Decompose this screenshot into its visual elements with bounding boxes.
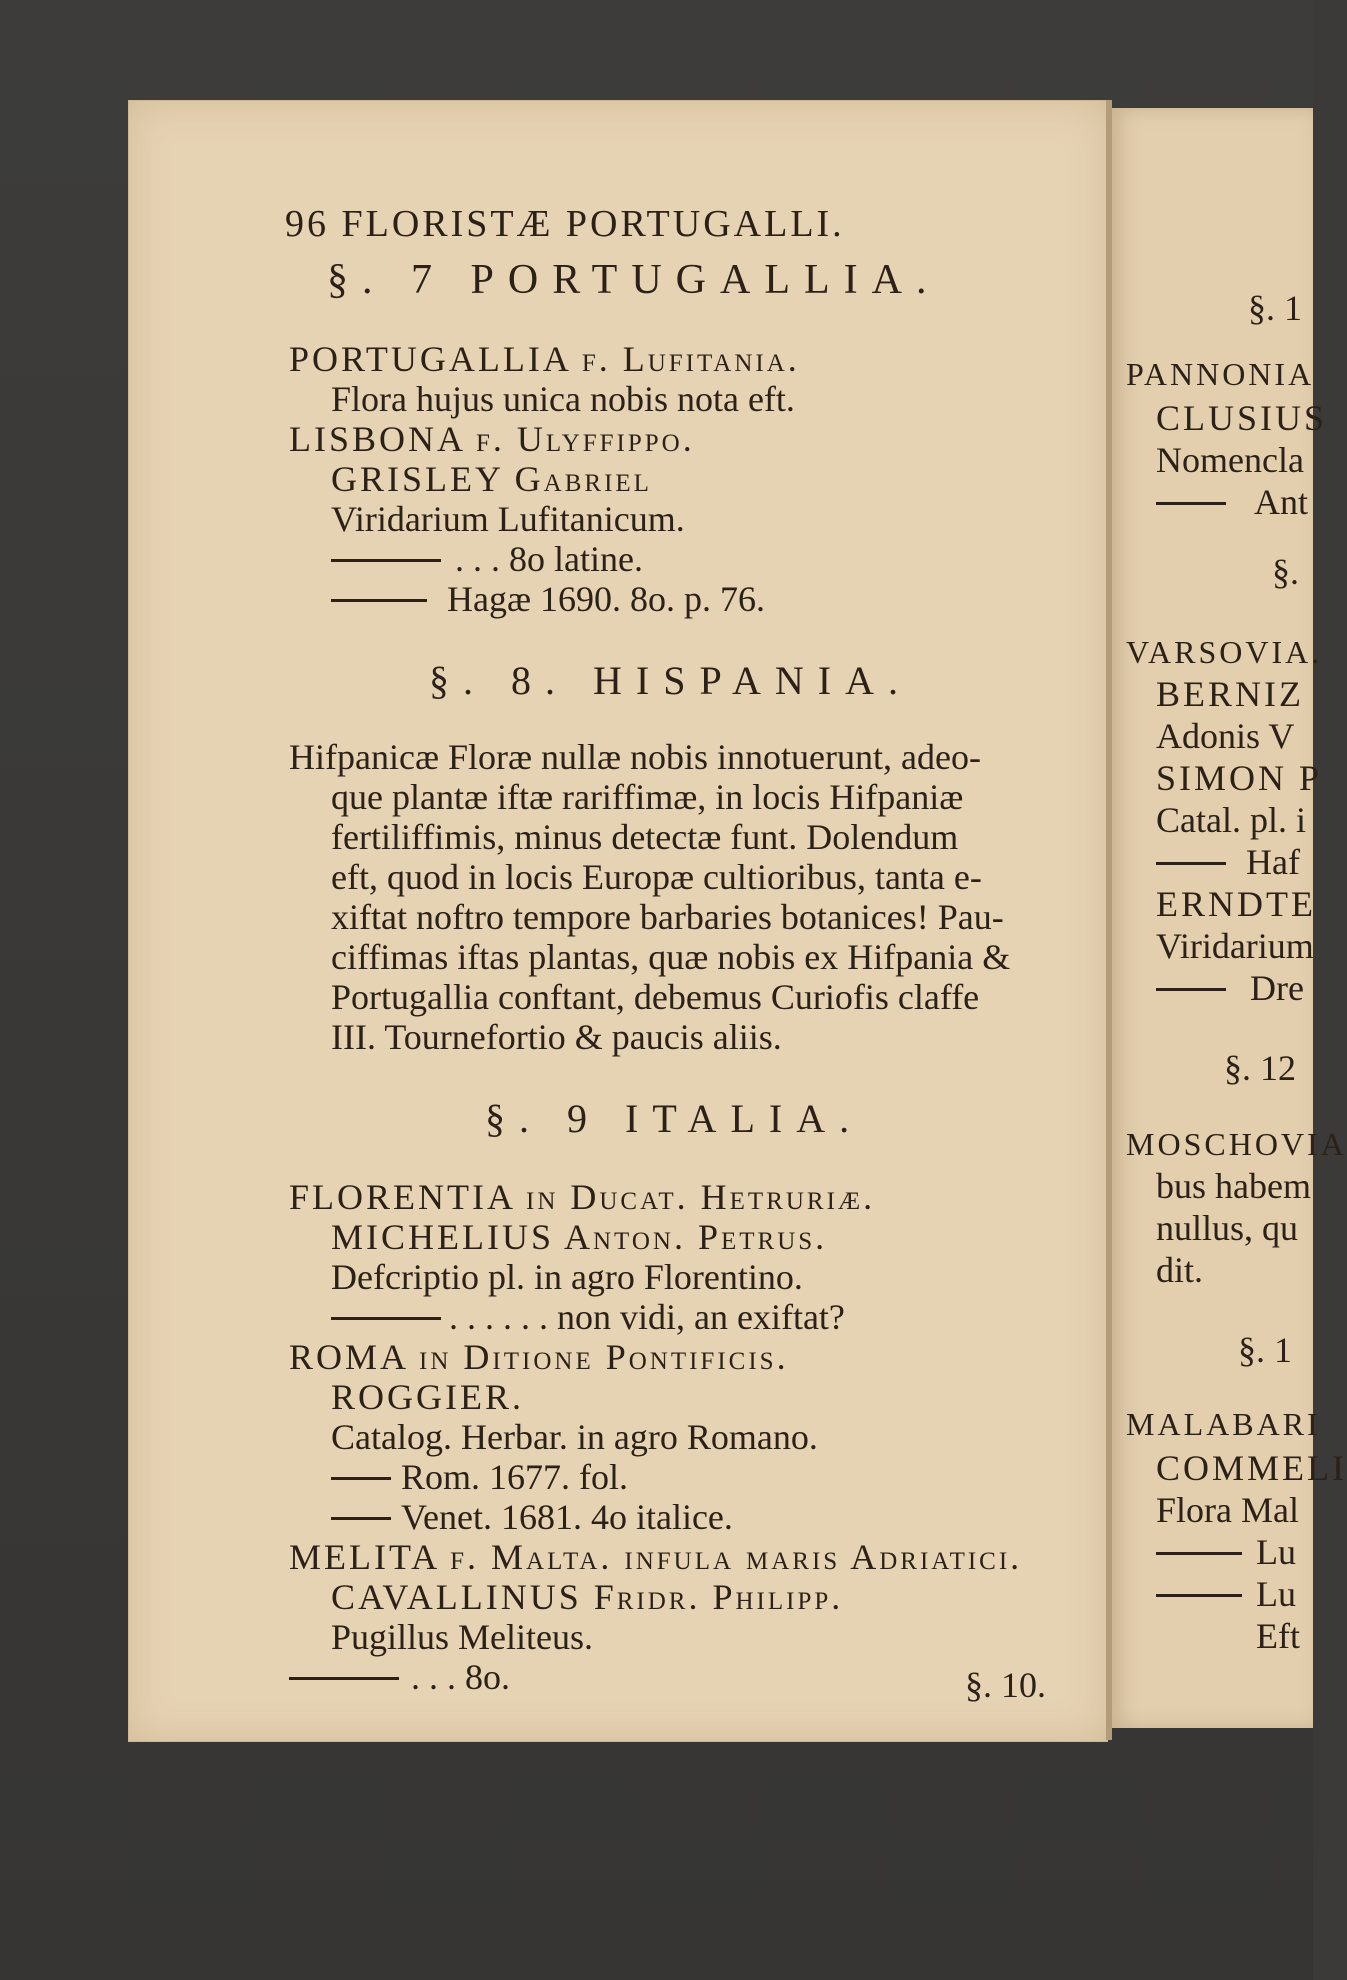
text-line: MELITA f. Malta. infula maris Adriatici.	[289, 1537, 1023, 1577]
text-line: Viridarium Lufitanicum.	[331, 499, 685, 539]
text-line: MALABARI	[1126, 1406, 1321, 1442]
text-line: CLUSIUS	[1156, 398, 1328, 438]
ditto-dash	[1156, 502, 1226, 505]
text-line: Haf	[1246, 842, 1300, 882]
ditto-dash	[331, 1477, 391, 1480]
text-line: Ant	[1254, 482, 1308, 522]
text-line: Adonis V	[1156, 716, 1295, 756]
text-line: xiftat noftro tempore barbaries botanices! Pau-	[331, 897, 1004, 937]
text-line: Hagæ 1690. 8o. p. 76.	[447, 579, 765, 619]
text-line: dit.	[1156, 1250, 1204, 1290]
text-line: ERNDTE	[1156, 884, 1316, 924]
right-page	[1112, 108, 1347, 1728]
catchword: §. 10.	[965, 1665, 1046, 1705]
text-line: Portugallia conftant, debemus Curiofis claffe	[331, 977, 980, 1017]
text-line: Rom. 1677. fol.	[401, 1457, 629, 1497]
text-line: MICHELIUS Anton. Petrus.	[331, 1217, 828, 1257]
text-line: bus habem	[1156, 1166, 1311, 1206]
text-line: MOSCHOVIA	[1126, 1126, 1347, 1162]
ditto-dash	[331, 1317, 441, 1320]
text-line: Defcriptio pl. in agro Florentino.	[331, 1257, 803, 1297]
text-line: Viridarium	[1156, 926, 1314, 966]
text-line: fertiliffimis, minus detectæ funt. Dolendum	[331, 817, 959, 857]
text-line: COMMELI	[1156, 1448, 1347, 1488]
ditto-dash	[331, 559, 441, 562]
ditto-dash	[289, 1677, 399, 1680]
text-line: GRISLEY Gabriel	[331, 459, 652, 499]
text-line: Nomencla	[1156, 440, 1304, 480]
text-line: LISBONA f. Ulyffippo.	[289, 419, 695, 459]
text-line: PORTUGALLIA f. Lufitania.	[289, 339, 800, 379]
text-line: FLORENTIA in Ducat. Hetruriæ.	[289, 1177, 876, 1217]
text-line: Catalog. Herbar. in agro Romano.	[331, 1417, 818, 1457]
text-line: Dre	[1250, 968, 1304, 1008]
text-line: Hifpanicæ Floræ nullæ nobis innotuerunt, adeo-	[289, 737, 981, 777]
text-line: . . . 8o.	[411, 1657, 510, 1697]
text-line: §. 12	[1224, 1048, 1296, 1088]
running-head: 96 FLORISTÆ PORTUGALLI.	[285, 203, 845, 245]
text-line: . . . 8o latine.	[455, 539, 643, 579]
ditto-dash	[1156, 1552, 1242, 1555]
section-heading-hispania: §. 8. HISPANIA.	[429, 658, 913, 703]
left-page	[128, 100, 1108, 1742]
text-line: CAVALLINUS Fridr. Philipp.	[331, 1577, 844, 1617]
text-line: §.	[1272, 552, 1299, 592]
section-heading-italia: §. 9 ITALIA.	[485, 1096, 864, 1141]
text-line: §. 1	[1238, 1330, 1292, 1370]
ditto-dash	[331, 1517, 391, 1520]
text-line: III. Tournefortio & paucis aliis.	[331, 1017, 782, 1057]
text-line: BERNIZ	[1156, 674, 1304, 714]
text-line: VARSOVIA.	[1126, 634, 1323, 670]
ditto-dash	[1156, 988, 1226, 991]
text-line: ROMA in Ditione Pontificis.	[289, 1337, 789, 1377]
text-line: Catal. pl. i	[1156, 800, 1306, 840]
text-line: ciffimas iftas plantas, quæ nobis ex Hifpania &	[331, 937, 1011, 977]
text-line: PANNONIA	[1126, 356, 1315, 392]
text-line: que plantæ iftæ rariffimæ, in locis Hifpaniæ	[331, 777, 964, 817]
ditto-dash	[331, 599, 427, 602]
text-line: Venet. 1681. 4o italice.	[401, 1497, 733, 1537]
text-line: SIMON P	[1156, 758, 1323, 798]
text-line: Lu	[1256, 1532, 1296, 1572]
text-line: §. 1	[1248, 288, 1302, 328]
ditto-dash	[1156, 862, 1226, 865]
section-heading-portugallia: §. 7 PORTUGALLIA.	[327, 257, 941, 303]
ditto-dash	[1156, 1594, 1242, 1597]
text-line: Flora Mal	[1156, 1490, 1299, 1530]
text-line: Flora hujus unica nobis nota eft.	[331, 379, 795, 419]
text-line: eft, quod in locis Europæ cultioribus, tanta e-	[331, 857, 982, 897]
text-line: ROGGIER.	[331, 1377, 524, 1417]
text-line: nullus, qu	[1156, 1208, 1299, 1248]
text-line: . . . . . . non vidi, an exiftat?	[449, 1297, 845, 1337]
text-line: Eft	[1256, 1616, 1300, 1656]
text-line: Lu	[1256, 1574, 1296, 1614]
text-line: Pugillus Meliteus.	[331, 1617, 594, 1657]
